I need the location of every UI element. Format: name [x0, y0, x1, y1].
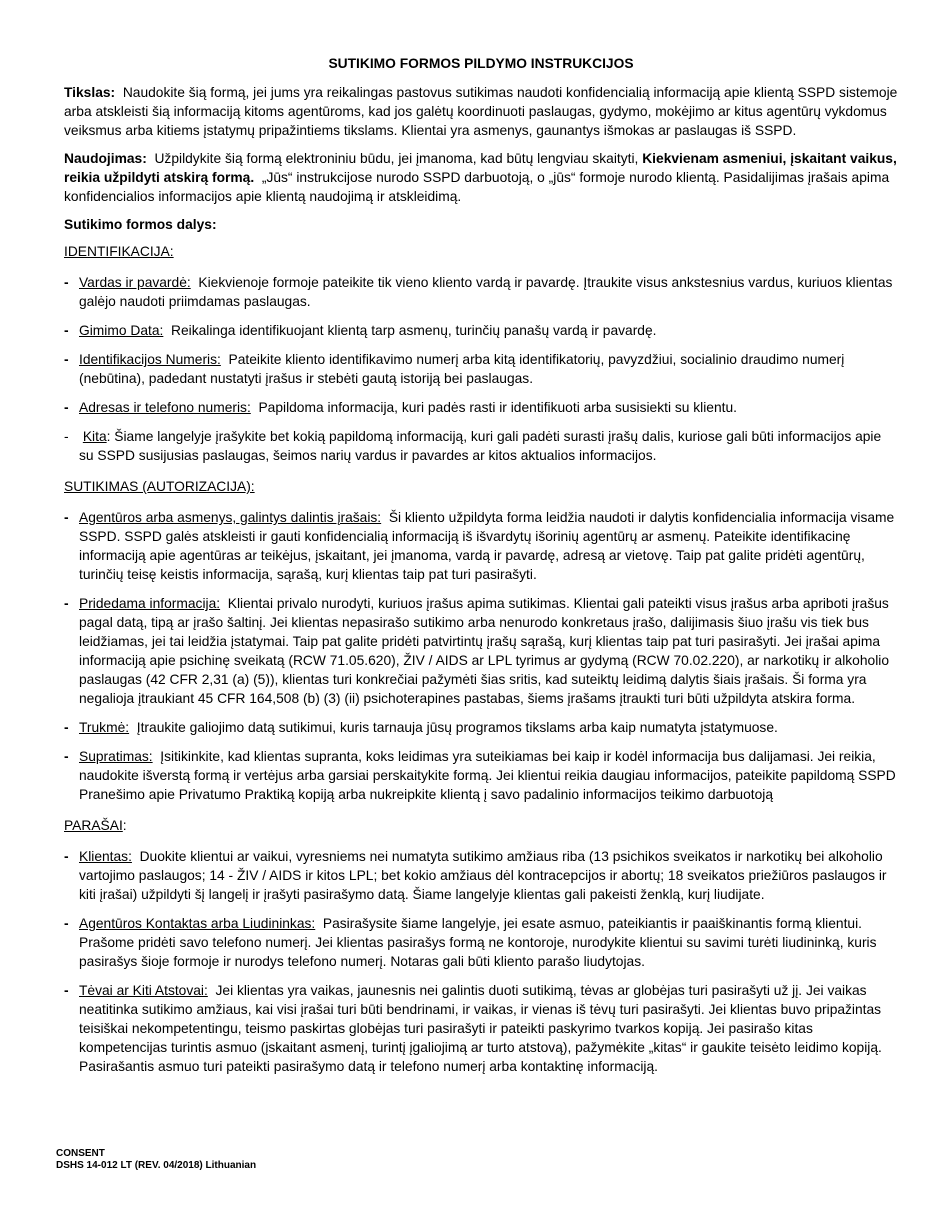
footer-form-number: DSHS 14-012 LT (REV. 04/2018) Lithuanian — [56, 1160, 257, 1171]
list-item: - Vardas ir pavardė: Kiekvienoje formoje pateikite tik vieno kliento vardą ir pavardę. Įtraukite visus ankstesnius vardus, kuriuos klientas galėjo naudoti priimdamas paslaugas. — [64, 275, 893, 309]
list-item: - Pridedama informacija: Klientai privalo nurodyti, kuriuos įrašus apima sutikimas. Klientai gali pateikti visus įrašus arba apriboti įrašus pagal datą, tipą ar įrašo šaltinį. Jei klientas nepasirašo sutikimo arba nenurodo konkretaus įrašo, dalijimasis šiuo įrašu vis tiek bus leidžiamas, jei tai leidžia įstatymai. Taip pat galite pridėti patvirtintų įrašų sąrašą, kurį klientas taip pat turi pasirašyti. Jei įrašai apima informaciją apie psichinę sveikatą (RCW 71.05.620), ŽIV / AIDS ar LPL tyrimus ar gydymą (RCW 70.02.220), ar narkotikų ir alkoholio paslaugas (42 CFR 2,31 (a) (5)), klientas turi konkrečiai pažymėti šias sritis, kad suteiktų leidimą dalytis šiais įrašais. Ši forma yra negalioja įtraukiant 45 CFR 164,508 (b) (3) (ii) psichoterapines pastabas, šiems įrašams įtraukti turi būti užpildyta atskira forma. — [64, 596, 890, 706]
item-term: Supratimas: — [79, 749, 153, 764]
list-item: - Agentūros Kontaktas arba Liudininkas: Pasirašysite šiame langelyje, jei esate asmuo, pateikiantis ir paaiškinantis formą klientui. Prašome pridėti savo telefono numerį. Jei klientas pasirašys formą ne kontoroje, nurodykite klientui su savimi turėti liudininką, kuris pasirašys šioje formoje ir nurodys telefono numerį. Notaras gali būti kliento parašo liudytojas. — [64, 916, 877, 969]
section-consent — [64, 477, 898, 804]
purpose-text: Naudokite šią formą, jei jums yra reikalingas pastovus sutikimas naudoti konfidencialią informaciją apie klientą SSPD sistemoje arba atskleisti šią informaciją kitoms agentūroms, kad jos galėtų koordinuoti paslaugas, gydymo, mokėjimo ar kitus agentūrų vykdomus veiksmus arba kitiems įstatymų pripažintiems tikslams. Klientai yra asmenys, gaunantys išmokas ar paslaugas iš SSPD. — [64, 85, 898, 138]
usage-text-a: Užpildykite šią formą elektroniniu būdu, jei įmanoma, kad būtų lengviau skaityti, — [154, 151, 639, 166]
footer-consent-label: CONSENT — [56, 1148, 105, 1159]
item-text: Įtraukite galiojimo datą sutikimui, kuris tarnauja jūsų programos tikslams arba kaip numatyta įstatymuose. — [136, 720, 778, 735]
item-term: Adresas ir telefono numeris: — [79, 400, 251, 415]
form-footer — [56, 1148, 256, 1172]
item-term: Agentūros arba asmenys, galintys dalintis įrašais: — [79, 510, 382, 525]
item-term: Tėvai ar Kiti Atstovai: — [79, 983, 208, 998]
list-item: - Tėvai ar Kiti Atstovai: Jei klientas yra vaikas, jaunesnis nei galintis duoti sutikimą, tėvas ar globėjas turi pasirašyti už jį. Jei vaikas neatitinka sutikimo amžiaus, kai visi įrašai turi būti bendrinami, ir vaikas, ir vienas iš tėvų turi pasirašyti. Jei klientas buvo pripažintas teisiškai nekompetentingu, teismo paskirtas globėjas turi pasirašyti ir pateikti paskyrimo tvarkos kopiją. Jei pasirašo kitas kompetencijas turintis asmuo (įskaitant asmenį, turintį įgaliojimą ar turto atstovą), pažymėkite „kitas“ ir gaukite teisėto leidimo kopiją. Pasirašantis asmuo turi pateikti pasirašymo datą ir telefono numerį arba kontaktinę informaciją. — [64, 983, 882, 1074]
item-term: Vardas ir pavardė: — [79, 275, 191, 290]
item-term: Klientas: — [79, 849, 132, 864]
purpose-paragraph — [64, 83, 898, 140]
list-item: - Gimimo Data: Reikalinga identifikuojant klientą tarp asmenų, turinčių panašų vardą ir pavardę. — [64, 323, 657, 338]
item-text: Klientai privalo nurodyti, kuriuos įrašus apima sutikimas. Klientai gali pateikti visus įrašus arba apriboti įrašus pagal datą, tipą ar įrašo šaltinį. Jei klientas nepasirašo sutikimo arba nenurodo konkretaus įrašo, dalijimasis šiuo įrašu vis tiek bus leidžiamas, jei tai leidžia įstatymai. Taip pat galite pridėti patvirtintų įrašų sąrašą, kurį klientas taip pat turi pasirašyti. Jei įrašai apima informaciją apie psichinę sveikatą (RCW 71.05.620), ŽIV / AIDS ar LPL tyrimus ar gydymą (RCW 70.02.220), ar narkotikų ir alkoholio paslaugas (42 CFR 2,31 (a) (5)), klientas turi konkrečiai pažymėti šias sritis, kad suteiktų leidimą dalytis šiais įrašais. Ši forma yra negalioja įtraukiant 45 CFR 164,508 (b) (3) (ii) psichoterapines pastabas, šiems įrašams įtraukti turi būti užpildyta atskira forma. — [79, 596, 890, 706]
item-text: Jei klientas yra vaikas, jaunesnis nei galintis duoti sutikimą, tėvas ar globėjas turi pasirašyti už jį. Jei vaikas neatitinka sutikimo amžiaus, kai visi įrašai turi būti bendrinami, ir vaikas, ir vienas iš tėvų turi pasirašyti. Jei klientas buvo pripažintas teisiškai nekompetentingu, teismo paskirtas globėjas turi pasirašyti ir pateikti paskyrimo tvarkos kopiją. Jei pasirašo kitas kompetencijas turintis asmuo (įskaitant asmenį, turintį įgaliojimą ar turto atstovą), pažymėkite „kitas“ ir gaukite teisėto leidimo kopiją. Pasirašantis asmuo turi pateikti pasirašymo datą ir telefono numerį arba kontaktinę informaciją. — [79, 983, 882, 1074]
section-title: SUTIKIMAS (AUTORIZACIJA): — [64, 479, 255, 494]
item-term: Agentūros Kontaktas arba Liudininkas: — [79, 916, 316, 931]
usage-bold-text: Kiekvienam asmeniui, įskaitant vaikus, reikia užpildyti atskirą formą. — [64, 151, 897, 185]
item-text: Reikalinga identifikuojant klientą tarp asmenų, turinčių panašų vardą ir pavardę. — [171, 323, 657, 338]
item-text: : Šiame langelyje įrašykite bet kokią papildomą informaciją, kuri gali padėti surasti įrašų dalis, kuriose gali būti informacijos apie su SSPD susijusias paslaugas, šeimos narių vardus ir pavardes ar kitos aktualios informacijos. — [79, 429, 882, 463]
section-signatures — [64, 816, 898, 1076]
usage-paragraph — [64, 149, 898, 206]
usage-label: Naudojimas: — [64, 151, 147, 166]
item-term: Trukmė: — [79, 720, 130, 735]
item-term: Gimimo Data: — [79, 323, 164, 338]
item-term: Kita — [82, 429, 107, 444]
page-title: SUTIKIMO FORMOS PILDYMO INSTRUKCIJOS — [328, 56, 634, 71]
item-text: Papildoma informacija, kuri padės rasti ir identifikuoti arba susisiekti su klientu. — [258, 400, 737, 415]
list-item: - Trukmė: Įtraukite galiojimo datą sutikimui, kuris tarnauja jūsų programos tikslams arba kaip numatyta įstatymuose. — [64, 720, 778, 735]
item-text: Pasirašysite šiame langelyje, jei esate asmuo, pateikiantis ir paaiškinantis formą klientui. Prašome pridėti savo telefono numerį. Jei klientas pasirašys formą ne kontoroje, nurodykite klientui su savimi turėti liudininką, kuris pasirašys šioje formoje ir nurodys telefono numerį. Notaras gali būti kliento parašo liudytojas. — [79, 916, 877, 969]
item-text: Duokite klientui ar vaikui, vyresniems nei numatyta sutikimo amžiaus riba (13 psichikos sveikatos ir narkotikų bei alkoholio vartojimo paslaugos; 14 - ŽIV / AIDS ir kitos LPL; bet kokio amžiaus dėl kontracepcijos ir abortų; 18 sveikatos priežiūros paslaugos ir kiti įrašai) užpildyti šį langelį ir įrašyti pasirašymo datą. Šiame langelyje klientas gali pakeisti ženklą, kurį liudijate. — [79, 849, 887, 902]
list-item: - Supratimas: Įsitikinkite, kad klientas supranta, koks leidimas yra suteikiamas bei kaip ir kodėl informacija bus dalijamasi. Jei reikia, naudokite išverstą formą ir vertėjus arba garsiai perskaitykite formą. Jei klientui reikia daugiau informacijos, pateikite papildomą SSPD Pranešimo apie Privatumo Praktiką kopiją arba nukreipkite klientą į savo padalinio informacijos teikimo darbuotoją — [64, 749, 896, 802]
list-item: - Agentūros arba asmenys, galintys dalintis įrašais: Ši kliento užpildyta forma leidžia naudoti ir dalytis konfidencialia informacija visame SSPD. SSPD galės atskleisti ir gauti konfidencialią informaciją iš išvardytų išorinių agentūrų ar asmenų. Pateikite identifikacinę informaciją apie agentūras ar teikėjus, įskaitant, jei įmanoma, vardą ir pavardę, adresą ar vietovę. Taip pat galite pridėti agentūrų, turinčių teisę keistis informacija, sąrašą, kurį klientas taip pat turi pasirašyti. — [64, 510, 895, 582]
instructions-page — [64, 54, 898, 1088]
item-text: Įsitikinkite, kad klientas supranta, koks leidimas yra suteikiamas bei kaip ir kodėl informacija bus dalijamasi. Jei reikia, naudokite išverstą formą ir vertėjus arba garsiai perskaitykite formą. Jei klientui reikia daugiau informacijos, pateikite papildomą SSPD Pranešimo apie Privatumo Praktiką kopiją arba nukreipkite klientą į savo padalinio informacijos teikimo darbuotoją — [79, 749, 896, 802]
section-title: IDENTIFIKACIJA: — [64, 244, 174, 259]
list-item: - Kita: Šiame langelyje įrašykite bet kokią papildomą informaciją, kuri gali padėti surasti įrašų dalis, kuriose gali būti informacijos apie su SSPD susijusias paslaugas, šeimos narių vardus ir pavardes ar kitos aktualios informacijos. — [64, 429, 882, 463]
list-item: - Klientas: Duokite klientui ar vaikui, vyresniems nei numatyta sutikimo amžiaus riba (13 psichikos sveikatos ir narkotikų bei alkoholio vartojimo paslaugos; 14 - ŽIV / AIDS ir kitos LPL; bet kokio amžiaus dėl kontracepcijos ir abortų; 18 sveikatos priežiūros paslaugos ir kiti įrašai) užpildyti šį langelį ir įrašyti pasirašymo datą. Šiame langelyje klientas gali pakeisti ženklą, kurį liudijate. — [64, 849, 887, 902]
item-text: Kiekvienoje formoje pateikite tik vieno kliento vardą ir pavardę. Įtraukite visus ankstesnius vardus, kuriuos klientas galėjo naudoti priimdamas paslaugas. — [79, 275, 893, 309]
section-title: PARAŠAI — [64, 818, 123, 833]
section-title-colon: : — [122, 818, 127, 833]
section-identification — [64, 242, 898, 465]
purpose-label: Tikslas: — [64, 85, 116, 100]
usage-text-b: „Jūs“ instrukcijose nurodo SSPD darbuotoją, o „jūs“ formoje nurodo klientą. Pasidalijimas įrašais apima konfidencialios informacijos apie klientą naudojimą ir atskleidimą. — [64, 170, 890, 204]
list-item: - Identifikacijos Numeris: Pateikite kliento identifikavimo numerį arba kitą identifikatorių, pavyzdžiui, socialinio draudimo numerį (nebūtina), padedant nustatyti įrašus ir stebėti gautą istoriją bei paslaugas. — [64, 352, 845, 386]
item-text: Ši kliento užpildyta forma leidžia naudoti ir dalytis konfidencialia informacija visame SSPD. SSPD galės atskleisti ir gauti konfidencialią informaciją iš išvardytų išorinių agentūrų ar asmenų. Pateikite identifikacinę informaciją apie agentūras ar teikėjus, įskaitant, jei įmanoma, vardą ir pavardę, adresą ar vietovę. Taip pat galite pridėti agentūrų, turinčių teisę keistis informacija, sąrašą, kurį klientas taip pat turi pasirašyti. — [79, 510, 895, 582]
list-item: - Adresas ir telefono numeris: Papildoma informacija, kuri padės rasti ir identifikuoti arba susisiekti su klientu. — [64, 400, 737, 415]
form-parts-heading: Sutikimo formos dalys: — [64, 217, 217, 232]
item-term: Identifikacijos Numeris: — [79, 352, 221, 367]
item-term: Pridedama informacija: — [79, 596, 221, 611]
item-text: Pateikite kliento identifikavimo numerį arba kitą identifikatorių, pavyzdžiui, socialinio draudimo numerį (nebūtina), padedant nustatyti įrašus ir stebėti gautą istoriją bei paslaugas. — [79, 352, 845, 386]
